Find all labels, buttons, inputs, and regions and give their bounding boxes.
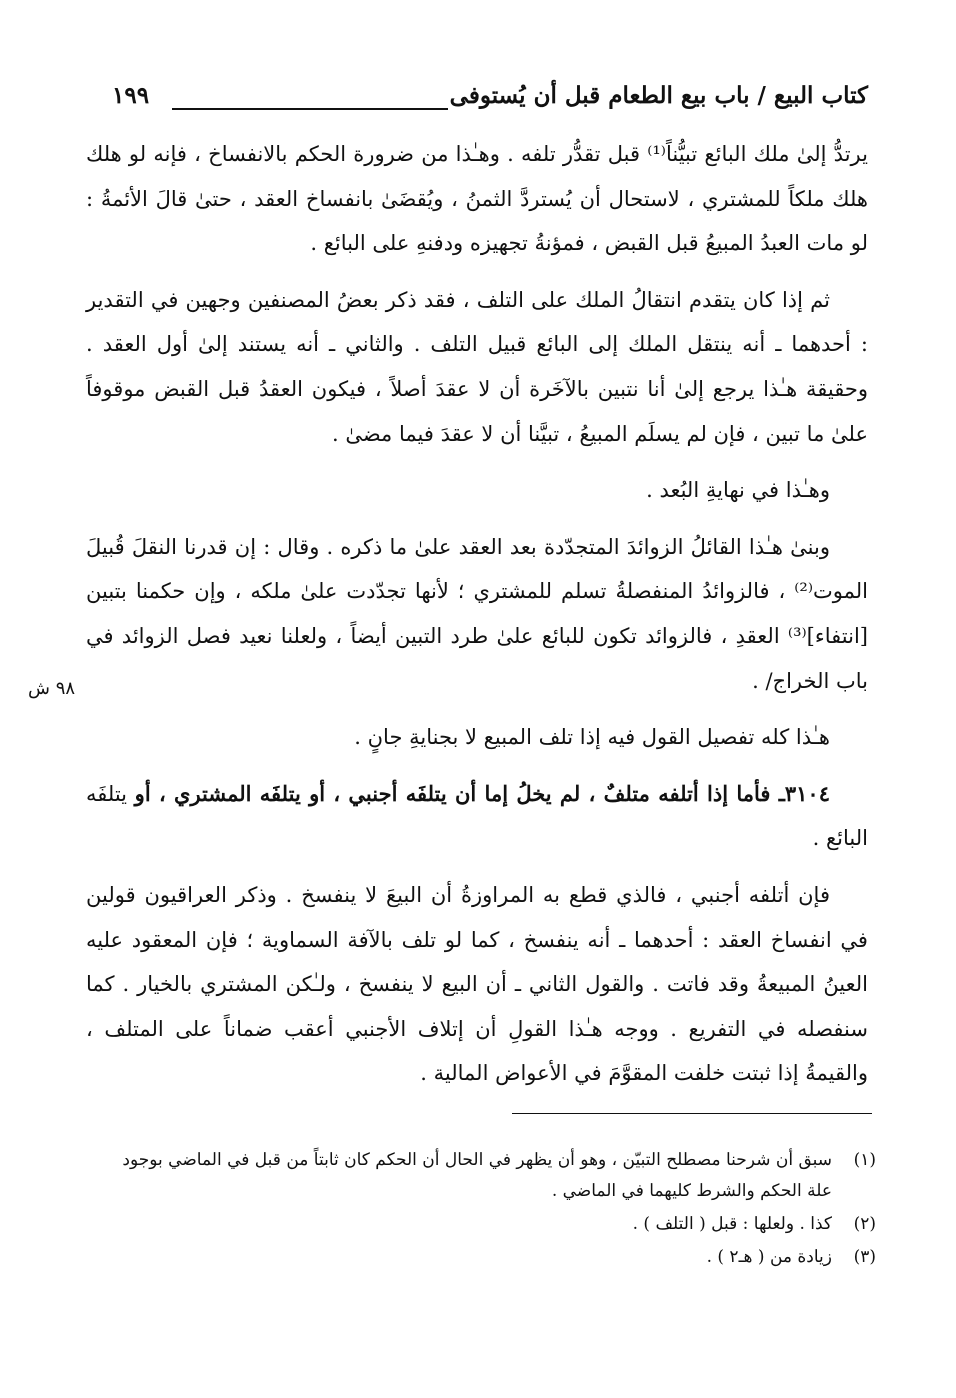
para1-line1: يرتدُّ إلىٰ ملك البائع تبيُّناً⁽¹⁾ قبل تقدُّر تلفه . وهـٰذا من ضرورة الحكم بالانفساخ ، فإنه — [153, 142, 868, 166]
paragraph-5 — [86, 715, 868, 760]
footnote-text: كذا . ولعلها : قبل ( التلف ) . — [632, 1214, 832, 1234]
para4-line3: حكمنا بتبين [انتفاء]⁽³⁾ العقدِ ، فالزوائد تكون للبائع علىٰ طرد التبين أيضاً ، ولعلنا — [86, 579, 868, 648]
header-title: كتاب البيع / باب بيع الطعام قبل أن يُستوفى — [449, 82, 868, 109]
footnote-number: (٢) — [853, 1214, 876, 1234]
paragraph-1 — [86, 132, 868, 266]
body-text — [86, 132, 868, 1108]
paragraph-4 — [86, 525, 868, 703]
para1-line3: الأئمةُ : لو مات العبدُ المبيعُ قبل القبض ، فمؤنةُ تجهيزه ودفنهِ على البائع . — [86, 186, 868, 256]
footnotes — [96, 1145, 876, 1275]
page-number: ١٩٩ — [112, 82, 150, 109]
paragraph-2 — [86, 278, 868, 456]
para2-line3: العقد . وحقيقة هـٰذا يرجع إلىٰ أنا نتبين بالآخَرة أن لا عقدَ أصلاً ، فيكون العقدُ قبل — [86, 332, 868, 401]
header-rule — [172, 108, 448, 110]
paragraph-6 — [86, 772, 868, 861]
para4-line1: وبنىٰ هـٰذا القائلُ الزوائدَ المتجدّدة بعد العقد علىٰ ما ذكره . وقال : إن قدرنا النقلَ — [131, 534, 830, 559]
para2-line2: التقدير : أحدهما ـ أنه ينتقل الملك إلى البائع قبيل التلف . والثاني ـ أنه يستند إلىٰ أول — [86, 287, 868, 357]
paragraph-3 — [86, 468, 868, 513]
footnote-number: (١) — [853, 1150, 876, 1170]
para7-line3: المعقود عليه العينُ المبيعةُ وقد فاتت . والقول الثاني ـ أن البيع لا ينفسخ ، ولـٰكن — [86, 927, 869, 997]
para2-line4: القبض موقوفاً علىٰ ما تبين ، فإن لم يسلَم المبيعُ ، تبيَّنا أن لا عقدَ فيما مضىٰ . — [86, 376, 868, 446]
para7-line2: قولين في انفساخ العقد : أحدهما ـ أنه ينفسخ ، كما لو تلف بالآفة السماوية ؛ فإن — [86, 882, 868, 952]
para7-line1: فإن أتلفه أجنبي ، فالذي قطع به المراوزةُ أن البيعَ لا ينفسخ . وذكر العراقيون — [144, 882, 830, 907]
footnote-text: سبق أن شرحنا مصطلح التبيّن ، وهو أن يظهر في الحال أن الحكم كان ثابتاً من قبل في الماضي بوجود علة الحكم والشرط كليهما في الماضي . — [122, 1150, 832, 1201]
para5-line1: هـٰذا كله تفصيل القول فيه إذا تلف المبيع لا بجنايةِ جانٍ . — [354, 725, 830, 750]
para3-line1: وهـٰذا في نهايةِ البُعد . — [646, 478, 830, 503]
para4-line4: نعيد فصل الزوائد في باب الخراج/ . — [86, 623, 868, 693]
footnote-3 — [96, 1242, 876, 1273]
para7-line5: أعقب ضماناً على المتلف ، والقيمةُ إذا ثبتت خلفت المقوَّمَ في الأعواض المالية . — [86, 1016, 868, 1086]
para4-line2: قُبيلَ الموت⁽²⁾ ، فالزوائدُ المنفصلةُ تسلم للمشتري ؛ لأنها تجدّدت علىٰ ملكه ، وإن — [86, 534, 868, 604]
running-header — [112, 82, 868, 122]
para7-line4: المشتري بالخيار . كما سنفصله في التفريع . ووجه هـٰذا القولِ أن إتلاف الأجنبي — [86, 972, 868, 1041]
para6-line1: ٣١٠٤ـ فأما إذا أتلفه متلفٌ ، لم يخلُ إما أن يتلفَه أجنبي ، أو يتلفَه المشتري ، أو — [134, 780, 830, 806]
paragraph-7 — [86, 873, 868, 1096]
footnote-1 — [96, 1145, 876, 1207]
footnote-number: (٣) — [853, 1247, 876, 1267]
footnote-rule — [512, 1113, 872, 1114]
margin-note: ٩٨ ش — [28, 678, 76, 699]
para6-line2: يتلفَه البائع . — [86, 781, 868, 851]
para1-line2: لو هلك هلك ملكاً للمشتري ، لاستحال أن يُستردَّ الثمنُ ، ويُقضَىٰ بانفساخ العقد ، حتىٰ قالَ — [86, 142, 868, 211]
para2-line1: ثم إذا كان يتقدم انتقالُ الملك على التلف ، فقد ذكر بعضُ المصنفين وجهين في — [150, 287, 830, 312]
footnote-2 — [96, 1209, 876, 1240]
footnote-text: زيادة من ( هـ٢ ) . — [706, 1247, 832, 1267]
